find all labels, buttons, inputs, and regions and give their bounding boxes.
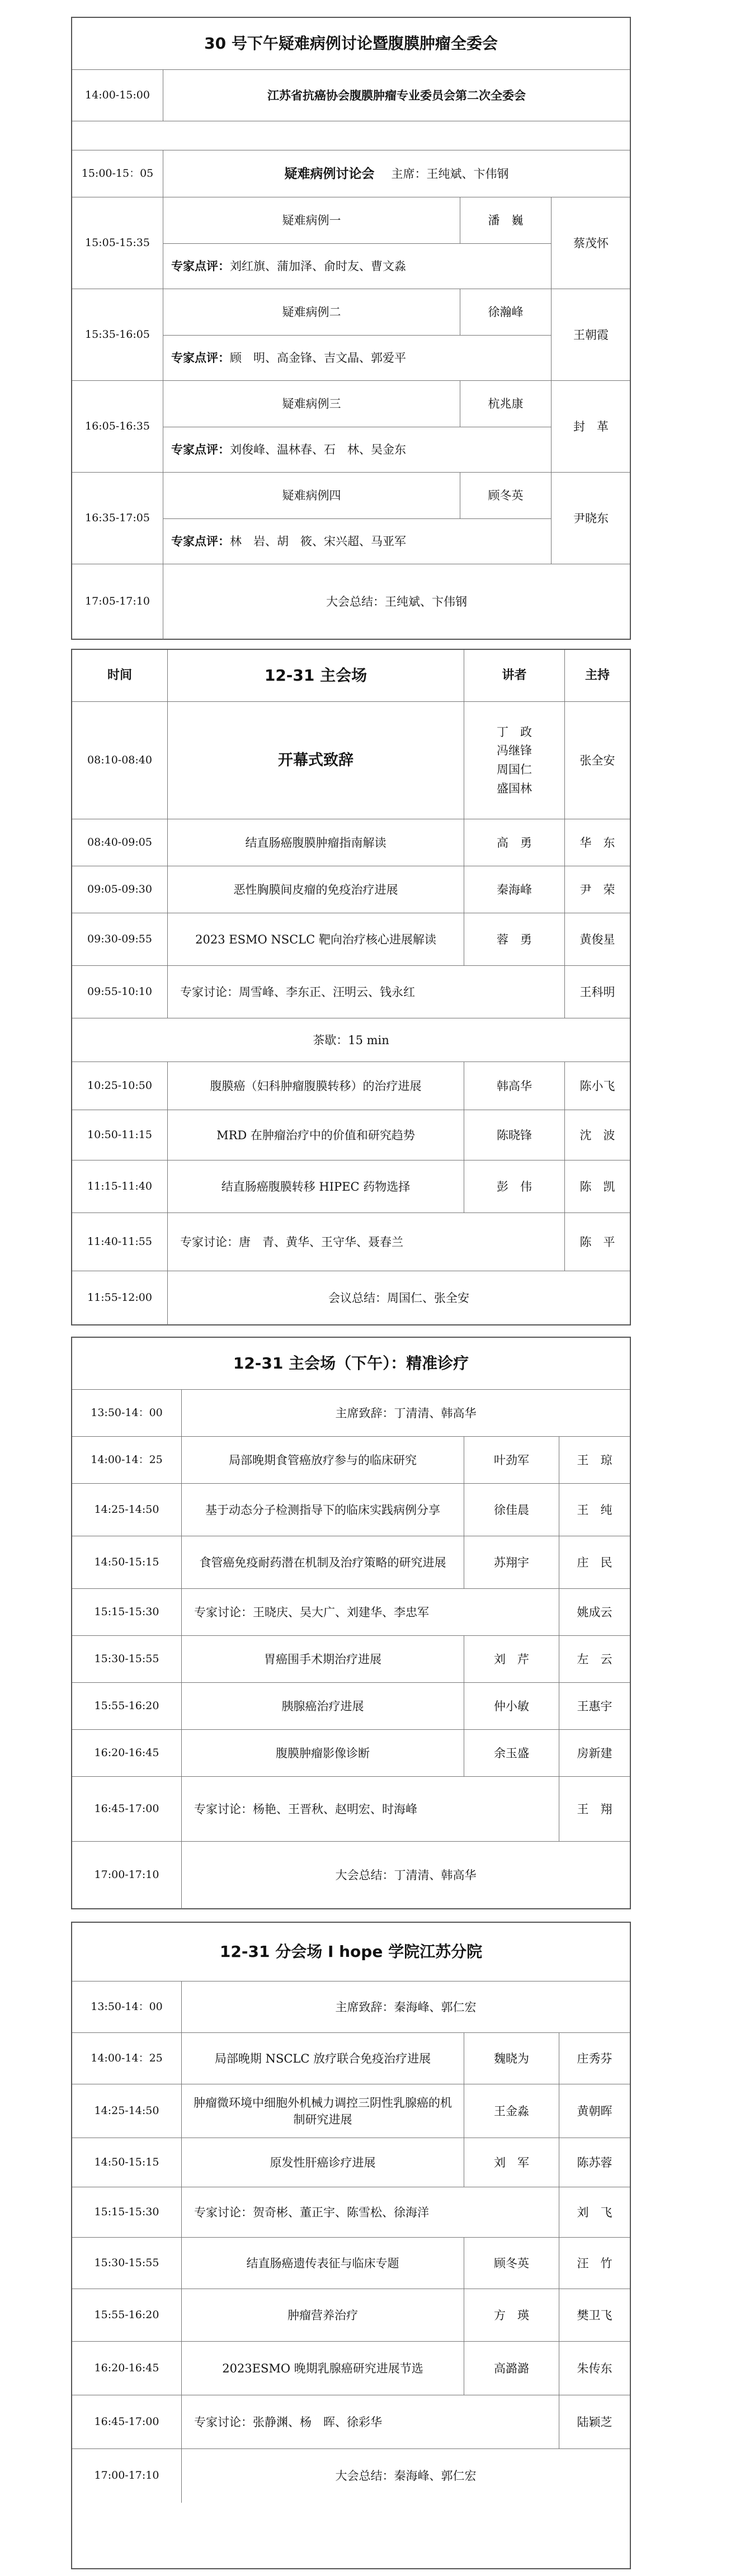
host-name: 王 琼 (559, 1437, 630, 1484)
time-cell: 17:00-17:10 (94, 1869, 159, 1881)
talk-row (72, 2289, 630, 2342)
discussion-text: 专家讨论：唐 青、黄华、王守华、聂春兰 (167, 1213, 564, 1271)
time-cell: 15:15-15:30 (94, 2206, 159, 2219)
case-row (72, 380, 630, 473)
header-title: 12-31 主会场 (167, 650, 464, 701)
time-cell: 14:50-15:15 (94, 1556, 159, 1569)
speaker-name: 刘 芹 (464, 1636, 559, 1683)
discussion-text: 专家讨论：王晓庆、吴大广、刘建华、李忠军 (181, 1589, 559, 1636)
speaker-name: 仲小敏 (464, 1683, 559, 1730)
talk-topic: 结直肠癌腹膜肿瘤指南解读 (167, 819, 464, 866)
schedule-row (72, 69, 630, 121)
time-cell: 14:25-14:50 (94, 1503, 159, 1516)
talk-topic: 肿瘤微环境中细胞外机械力调控三阴性乳腺癌的机制研究进展 (181, 2084, 464, 2138)
section-title-row (72, 18, 630, 69)
host-name: 汪 竹 (559, 2238, 630, 2289)
talk-topic: 局部晚期食管癌放疗参与的临床研究 (181, 1437, 464, 1484)
header-time: 时间 (107, 668, 132, 683)
section-title: 30 号下午疑难病例讨论暨腹膜肿瘤全委会 (204, 34, 498, 53)
host-name: 蔡茂怀 (551, 197, 630, 289)
time-cell: 16:45-17:00 (94, 2415, 159, 2428)
case-title: 疑难病例二 (282, 305, 341, 319)
discussion-text: 专家讨论：杨艳、王晋秋、赵明宏、时海峰 (181, 1777, 559, 1842)
speaker-name: 冯继锋 (497, 744, 532, 758)
talk-row (72, 1635, 630, 1683)
speaker-name: 刘 军 (464, 2138, 559, 2187)
talk-row (72, 1160, 630, 1213)
speaker-name: 高潞潞 (464, 2342, 559, 2395)
host-name: 姚成云 (559, 1589, 630, 1636)
talk-row (72, 2341, 630, 2395)
host-name: 庄秀芬 (559, 2033, 630, 2084)
host-name: 王朝霞 (551, 289, 630, 381)
talk-row (72, 2084, 630, 2138)
header-speaker: 讲者 (464, 650, 564, 701)
discussion-text: 专家讨论：贺奇彬、董正宇、陈雪松、徐海洋 (181, 2187, 559, 2238)
time-cell: 14:25-14:50 (94, 2105, 159, 2117)
speaker-name: 周国仁 (497, 763, 532, 776)
talk-row (72, 819, 630, 866)
summary-row (72, 1841, 630, 1909)
speaker-name: 彭 伟 (464, 1160, 564, 1213)
schedule-row (72, 150, 630, 197)
presenter-name: 顾冬英 (460, 473, 551, 518)
host-name: 黄俊星 (564, 913, 630, 966)
time-cell: 13:50-14：00 (91, 2001, 163, 2013)
comment-experts: 林 岩、胡 筱、宋兴超、马亚军 (230, 535, 406, 549)
summary-text: 大会总结：王纯斌、卞伟钢 (163, 564, 630, 639)
speaker-name: 顾冬英 (464, 2238, 559, 2289)
opening-text: 主席致辞：秦海峰、郭仁宏 (181, 1981, 630, 2033)
discussion-text: 专家讨论：张静渊、杨 晖、徐彩华 (181, 2395, 559, 2449)
speaker-name: 徐佳晨 (464, 1484, 559, 1536)
speaker-name: 余玉盛 (464, 1730, 559, 1777)
time-cell: 16:20-16:45 (94, 2362, 159, 2375)
time-cell: 14:00-14：25 (91, 2052, 163, 2065)
talk-row (72, 1483, 630, 1536)
talk-row (72, 2138, 630, 2187)
case-row (72, 197, 630, 289)
comment-label: 专家点评： (171, 351, 230, 365)
summary-row (72, 1271, 630, 1325)
break-row (72, 1018, 630, 1062)
spacer-row (72, 121, 630, 150)
discussion-row (72, 1776, 630, 1842)
time-cell: 15:55-16:20 (94, 2309, 159, 2322)
time-cell: 11:15-11:40 (87, 1180, 152, 1193)
section-main-afternoon (71, 1337, 631, 1909)
host-name: 陈苏蓉 (559, 2138, 630, 2187)
time-cell: 08:40-09:05 (87, 836, 152, 849)
time-cell: 15:55-16:20 (94, 1700, 159, 1712)
talk-topic: 局部晚期 NSCLC 放疗联合免疫治疗进展 (181, 2033, 464, 2084)
time-cell: 14:00-15:00 (85, 89, 150, 102)
presenter-name: 潘 巍 (460, 197, 551, 243)
header-host: 主持 (564, 650, 630, 701)
talk-topic: 恶性胸膜间皮瘤的免疫治疗进展 (167, 866, 464, 913)
host-name: 沈 波 (564, 1110, 630, 1160)
host-name: 尹 荣 (564, 866, 630, 913)
time-cell: 08:10-08:40 (87, 754, 152, 767)
time-cell: 15:30-15:55 (94, 1653, 159, 1666)
talk-topic: MRD 在肿瘤治疗中的价值和研究趋势 (167, 1110, 464, 1160)
talk-topic: 肿瘤营养治疗 (181, 2289, 464, 2342)
time-cell: 11:55-12:00 (87, 1291, 152, 1304)
case-title: 疑难病例一 (282, 213, 341, 227)
time-cell: 15:15-15:30 (94, 1606, 159, 1619)
section-title: 12-31 分会场 I hope 学院江苏分院 (219, 1942, 483, 1961)
speaker-name: 高 勇 (464, 819, 564, 866)
talk-row (72, 2032, 630, 2084)
speaker-name: 丁 政 (497, 725, 532, 739)
tea-break: 茶歇：15 min (313, 1033, 389, 1047)
host-name: 陈小飞 (564, 1062, 630, 1110)
summary-row (72, 2448, 630, 2569)
summary-row (72, 564, 630, 639)
time-cell: 16:20-16:45 (94, 1747, 159, 1759)
section-difficult-cases (71, 17, 631, 640)
discussion-row (72, 2187, 630, 2238)
host-name: 封 革 (551, 381, 630, 473)
presenter-name: 徐瀚峰 (460, 289, 551, 335)
time-cell: 15:35-16:05 (85, 328, 150, 341)
time-cell: 16:05-16:35 (85, 420, 150, 433)
speaker-name: 叶劲军 (464, 1437, 559, 1484)
time-cell: 15:30-15:55 (94, 2257, 159, 2270)
talk-row (72, 866, 630, 913)
talk-row (72, 1729, 630, 1777)
speaker-name: 秦海峰 (464, 866, 564, 913)
opening-row (72, 1981, 630, 2033)
discussion-text: 专家讨论：周雪峰、李东正、汪明云、钱永红 (167, 966, 564, 1018)
host-name: 陈 凯 (564, 1160, 630, 1213)
host-name: 黄朝晖 (559, 2084, 630, 2138)
time-cell: 15:05-15:35 (85, 237, 150, 249)
case-row (72, 472, 630, 564)
speaker-name: 盛国林 (497, 781, 532, 795)
section-sub-venue (71, 1922, 631, 2569)
talk-row (72, 1061, 630, 1110)
host-name: 樊卫飞 (559, 2289, 630, 2342)
summary-text: 大会总结：丁清清、韩高华 (181, 1842, 630, 1909)
host-name: 王惠宇 (559, 1683, 630, 1730)
section-title: 12-31 主会场（下午）：精准诊疗 (233, 1353, 469, 1372)
talk-topic: 结直肠癌腹膜转移 HIPEC 药物选择 (167, 1160, 464, 1213)
header-row (72, 650, 630, 701)
time-cell: 14:50-15:15 (94, 2156, 159, 2169)
discussion-row (72, 1212, 630, 1271)
discussion-row (72, 2395, 630, 2449)
host-name: 张全安 (564, 702, 630, 819)
discussion-row (72, 965, 630, 1018)
speaker-name: 魏晓为 (464, 2033, 559, 2084)
summary-text: 大会总结：秦海峰、郭仁宏 (181, 2449, 630, 2503)
talk-row (72, 1110, 630, 1160)
time-cell: 16:45-17:00 (94, 1803, 159, 1815)
speaker-name: 韩高华 (464, 1062, 564, 1110)
comment-experts: 顾 明、高金锋、吉文晶、郭爱平 (230, 351, 406, 365)
host-name: 陆颖芝 (559, 2395, 630, 2449)
opening-row (72, 1389, 630, 1437)
host-name: 房新建 (559, 1730, 630, 1777)
time-cell: 17:05-17:10 (85, 595, 150, 608)
host-name: 王 翔 (559, 1777, 630, 1842)
speaker-name: 方 瑛 (464, 2289, 559, 2342)
host-name: 陈 平 (564, 1213, 630, 1271)
host-name: 朱传东 (559, 2342, 630, 2395)
talk-topic: 胰腺癌治疗进展 (181, 1683, 464, 1730)
section-title-row (72, 1338, 630, 1389)
session-chair: 主席：王纯斌、卞伟钢 (391, 167, 509, 181)
talk-topic: 原发性肝癌诊疗进展 (181, 2138, 464, 2187)
opening-title: 开幕式致辞 (167, 702, 464, 819)
talk-row (72, 913, 630, 966)
summary-text: 会议总结：周国仁、张全安 (167, 1271, 630, 1325)
section-title-row (72, 1923, 630, 1981)
time-cell: 14:00-14：25 (91, 1454, 163, 1466)
section-main-morning (71, 649, 631, 1325)
presenter-name: 杭兆康 (460, 381, 551, 427)
talk-topic: 腹膜癌（妇科肿瘤腹膜转移）的治疗进展 (167, 1062, 464, 1110)
talk-topic: 2023 ESMO NSCLC 靶向治疗核心进展解读 (167, 913, 464, 966)
host-name: 刘 飞 (559, 2187, 630, 2238)
host-name: 尹晓东 (551, 473, 630, 564)
time-cell: 09:05-09:30 (87, 883, 152, 896)
talk-topic: 基于动态分子检测指导下的临床实践病例分享 (181, 1484, 464, 1536)
speaker-name: 王金淼 (464, 2084, 559, 2138)
time-cell: 13:50-14：00 (91, 1407, 163, 1419)
time-cell: 09:55-10:10 (87, 985, 152, 998)
talk-row (72, 1682, 630, 1730)
time-cell: 09:30-09:55 (87, 933, 152, 946)
talk-topic: 2023ESMO 晚期乳腺癌研究进展节选 (181, 2342, 464, 2395)
talk-topic: 腹膜肿瘤影像诊断 (181, 1730, 464, 1777)
comment-label: 专家点评： (171, 534, 230, 549)
talk-topic: 结直肠癌遗传表征与临床专题 (181, 2238, 464, 2289)
comment-experts: 刘红旗、蒲加泽、俞时友、曹文淼 (230, 260, 406, 273)
time-cell: 15:00-15：05 (81, 167, 154, 180)
talk-topic: 食管癌免疫耐药潜在机制及治疗策略的研究进展 (181, 1536, 464, 1589)
time-cell: 10:50-11:15 (87, 1129, 152, 1141)
session-text: 江苏省抗癌协会腹膜肿瘤专业委员会第二次全委会 (163, 70, 630, 121)
host-name: 庄 民 (559, 1536, 630, 1589)
time-cell: 16:35-17:05 (85, 512, 150, 525)
discussion-row (72, 1588, 630, 1636)
time-cell: 17:00-17:10 (94, 2469, 159, 2482)
time-cell: 10:25-10:50 (87, 1079, 152, 1092)
speaker-name: 蓉 勇 (464, 913, 564, 966)
comment-label: 专家点评： (171, 442, 230, 457)
host-name: 王科明 (564, 966, 630, 1018)
opening-text: 主席致辞：丁清清、韩高华 (181, 1390, 630, 1437)
host-name: 华 东 (564, 819, 630, 866)
talk-row (72, 1536, 630, 1589)
comment-experts: 刘俊峰、温林春、石 林、吴金东 (230, 443, 406, 457)
talk-topic: 胃癌围手术期治疗进展 (181, 1636, 464, 1683)
session-title: 疑难病例讨论会 (284, 166, 375, 182)
talk-row (72, 1436, 630, 1484)
case-title: 疑难病例三 (282, 397, 341, 411)
talk-row (72, 2237, 630, 2289)
host-name: 王 纯 (559, 1484, 630, 1536)
speaker-name: 陈晓锋 (464, 1110, 564, 1160)
opening-row (72, 701, 630, 819)
speaker-name: 苏翔宇 (464, 1536, 559, 1589)
time-cell: 11:40-11:55 (87, 1235, 152, 1248)
comment-label: 专家点评： (171, 259, 230, 273)
case-title: 疑难病例四 (282, 488, 341, 502)
host-name: 左 云 (559, 1636, 630, 1683)
case-row (72, 289, 630, 381)
